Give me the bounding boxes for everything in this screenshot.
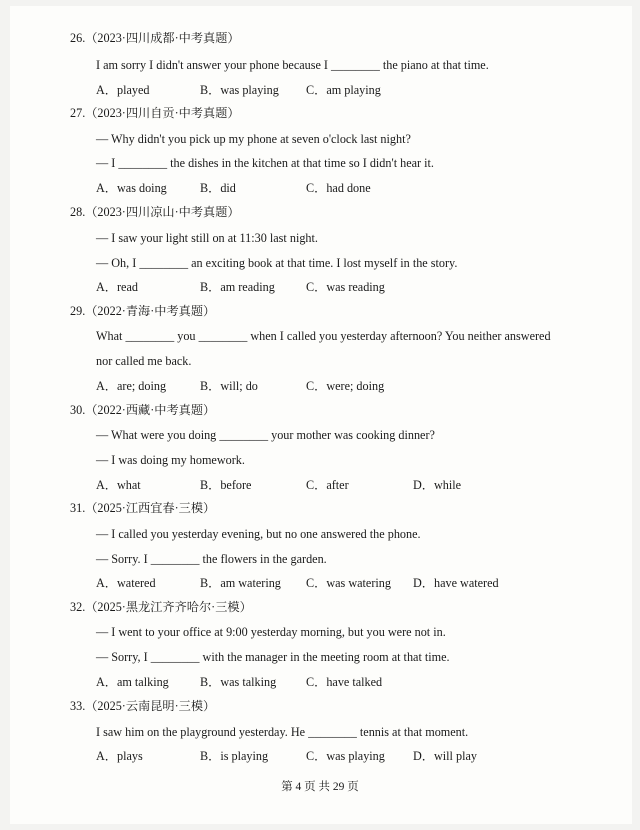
option-d[interactable]: D．have watered <box>413 576 499 590</box>
option-c[interactable]: C．was watering <box>306 576 391 590</box>
question-source: （2025·云南昆明·三模） <box>85 699 216 713</box>
question-text: — Sorry. I ________ the flowers in the garden. <box>96 552 327 566</box>
option-a[interactable]: A．watered <box>96 576 156 590</box>
question-text: — I saw your light still on at 11:30 last night. <box>96 231 318 245</box>
question-number: 28. <box>70 205 86 219</box>
question-text: — Oh, I ________ an exciting book at that time. I lost myself in the story. <box>96 256 458 270</box>
question-header <box>70 698 215 714</box>
question-number: 33. <box>70 699 86 713</box>
question-text: I am sorry I didn't answer your phone because I ________ the piano at that time. <box>96 58 489 72</box>
question-source: （2023·四川凉山·中考真题） <box>85 205 240 219</box>
option-a[interactable]: A．are; doing <box>96 379 167 393</box>
question-text: — What were you doing ________ your mother was cooking dinner? <box>96 428 435 442</box>
option-b[interactable]: B．am reading <box>200 280 275 294</box>
option-a[interactable]: A．plays <box>96 749 143 763</box>
question-source: （2022·西藏·中考真题） <box>85 403 216 417</box>
question-text: — I ________ the dishes in the kitchen at that time so I didn't hear it. <box>96 156 434 170</box>
option-c[interactable]: C．were; doing <box>306 379 385 393</box>
option-a[interactable]: A．played <box>96 83 150 97</box>
question-source: （2023·四川成都·中考真题） <box>85 31 240 45</box>
question-number: 29. <box>70 304 86 318</box>
option-b[interactable]: B．is playing <box>200 749 269 763</box>
question-header <box>70 303 215 319</box>
page-footer: 第 4 页 共 29 页 <box>281 781 359 793</box>
question-text: What ________ you ________ when I called you yesterday afternoon? You neither answered <box>96 329 551 343</box>
question-text: — Sorry, I ________ with the manager in the meeting room at that time. <box>96 650 450 664</box>
question-number: 26. <box>70 31 86 45</box>
question-source: （2023·四川自贡·中考真题） <box>85 106 240 120</box>
question-number: 27. <box>70 106 86 120</box>
question-source: （2025·黑龙江齐齐哈尔·三模） <box>85 600 252 614</box>
question-header <box>70 599 252 615</box>
question-text: I saw him on the playground yesterday. He ________ tennis at that moment. <box>96 725 469 739</box>
option-b[interactable]: B．did <box>200 181 236 195</box>
option-b[interactable]: B．was playing <box>200 83 279 97</box>
question-text: nor called me back. <box>96 354 192 368</box>
question-text: — I went to your office at 9:00 yesterday morning, but you were not in. <box>96 625 446 639</box>
option-b[interactable]: B．was talking <box>200 675 277 689</box>
question-header <box>70 30 240 46</box>
question-text: — I was doing my homework. <box>96 453 245 467</box>
question-source: （2022·青海·中考真题） <box>85 304 216 318</box>
question-header <box>70 500 215 516</box>
question-number: 30. <box>70 403 86 417</box>
question-header <box>70 105 240 121</box>
question-text: — Why didn't you pick up my phone at seven o'clock last night? <box>96 132 411 146</box>
option-a[interactable]: A．read <box>96 280 138 294</box>
option-d[interactable]: D．while <box>413 478 462 492</box>
question-header <box>70 402 215 418</box>
option-c[interactable]: C．was playing <box>306 749 385 763</box>
option-c[interactable]: C．was reading <box>306 280 385 294</box>
question-text: — I called you yesterday evening, but no one answered the phone. <box>96 527 421 541</box>
option-c[interactable]: C．after <box>306 478 349 492</box>
question-number: 31. <box>70 501 86 515</box>
option-c[interactable]: C．have talked <box>306 675 383 689</box>
option-b[interactable]: B．before <box>200 478 252 492</box>
option-a[interactable]: A．what <box>96 478 141 492</box>
question-header <box>70 204 240 220</box>
option-b[interactable]: B．will; do <box>200 379 258 393</box>
question-number: 32. <box>70 600 86 614</box>
option-a[interactable]: A．am talking <box>96 675 169 689</box>
option-a[interactable]: A．was doing <box>96 181 167 195</box>
option-c[interactable]: C．am playing <box>306 83 381 97</box>
option-d[interactable]: D．will play <box>413 749 477 763</box>
question-source: （2025·江西宜春·三模） <box>85 501 216 515</box>
option-c[interactable]: C．had done <box>306 181 371 195</box>
option-b[interactable]: B．am watering <box>200 576 281 590</box>
